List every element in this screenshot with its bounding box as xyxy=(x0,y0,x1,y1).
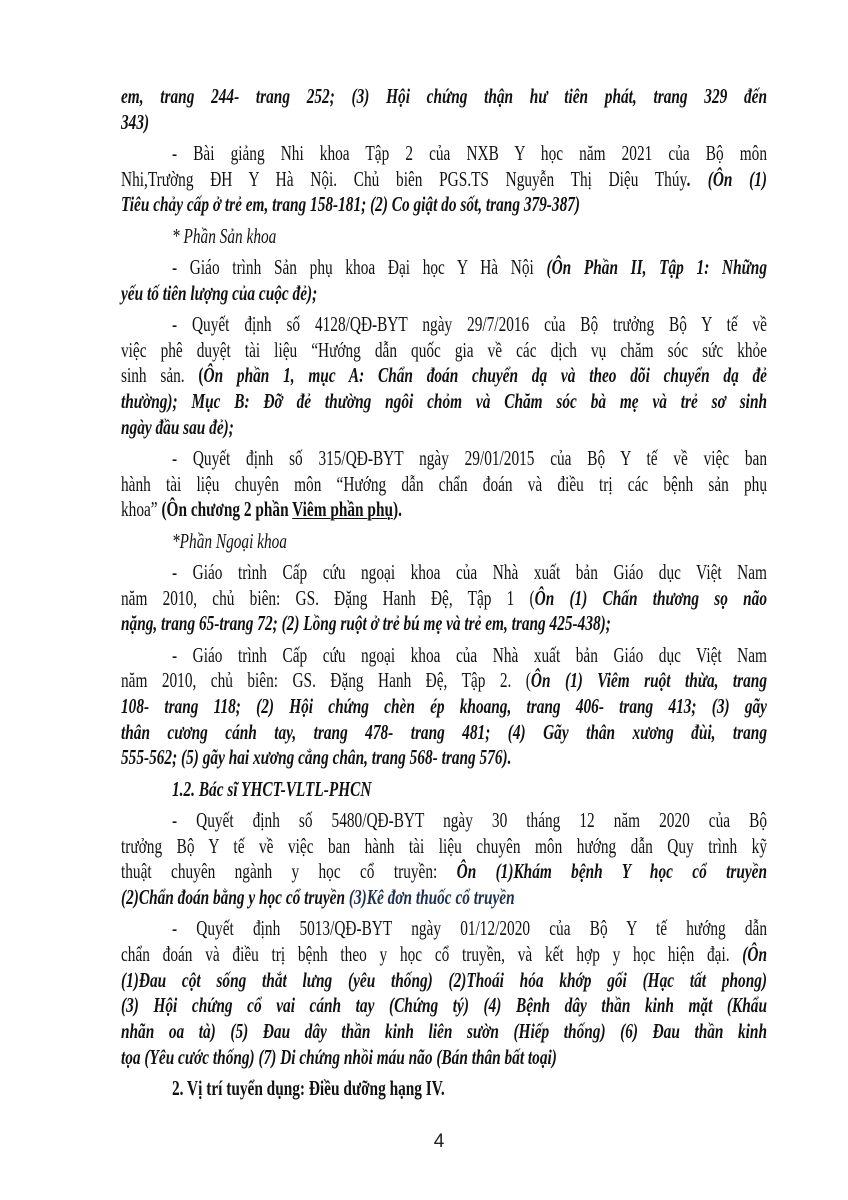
document-body xyxy=(121,84,767,1107)
paragraph-yhct-qd-5013 xyxy=(121,916,767,1070)
text-run: (Ôn Phần II, Tập 1: Những xyxy=(546,254,767,279)
text-run: việc phê duyệt tài liệu “Hướng dẫn quốc gia về các dịch vụ chăm sóc sức khỏe xyxy=(121,337,767,362)
paragraph-san-qd-315 xyxy=(121,446,767,523)
text-run: Ôn (1) Viêm ruột thừa, trang xyxy=(530,668,767,693)
text-run: ( xyxy=(198,363,204,388)
text-run: - Giáo trình Cấp cứu ngoại khoa của Nhà xuất bản Giáo dục Việt Nam xyxy=(171,559,767,584)
text-line xyxy=(121,777,767,803)
text-line xyxy=(121,942,767,968)
text-line xyxy=(121,497,767,523)
paragraph-yhct-qd-5480 xyxy=(121,808,767,911)
text-line xyxy=(121,446,767,472)
text-run: ). xyxy=(393,497,402,522)
text-run: nặng, trang 65-trang 72; (2) Lồng ruột ở trẻ bú mẹ và trẻ em, trang 425-438); xyxy=(121,611,611,636)
text-run: (3) Hội chứng cổ vai cánh tay (Chứng tý) (4) Bệnh dây thần kinh mặt (Khẩu xyxy=(121,993,767,1018)
text-run: Ôn phần 1, mục A: Chẩn đoán chuyển dạ và theo dõi chuyển dạ đẻ xyxy=(203,363,767,388)
text-line xyxy=(121,281,767,307)
text-line xyxy=(121,668,767,694)
paragraph-heading-san-khoa xyxy=(121,224,767,250)
paragraph-nhi-continuation xyxy=(121,84,767,135)
text-line xyxy=(121,363,767,389)
text-run: năm 2010, chủ biên: GS. Đặng Hanh Đệ, Tập 1 ( xyxy=(121,585,535,610)
text-line xyxy=(121,834,767,860)
paragraph-heading-ngoai-khoa xyxy=(121,529,767,555)
text-line xyxy=(121,312,767,338)
text-line xyxy=(121,885,767,911)
text-line xyxy=(121,192,767,218)
text-run: * Phần Sản khoa xyxy=(171,223,277,248)
text-line xyxy=(121,529,767,555)
text-run: 1.2. Bác sĩ YHCT-VLTL-PHCN xyxy=(171,776,372,801)
text-run: 2. Vị trí tuyển dụng: Điều dưỡng hạng IV. xyxy=(171,1075,445,1100)
text-line xyxy=(121,84,767,110)
page-number: 4 xyxy=(433,1131,445,1152)
text-run: (Ôn chương 2 phần xyxy=(161,497,293,522)
text-run: Nhi,Trường ĐH Y Hà Nội. Chủ biên PGS.TS Nguyễn Thị Diệu Thúy xyxy=(121,166,688,191)
text-line xyxy=(121,1019,767,1045)
paragraph-nhi-bai-giang xyxy=(121,141,767,218)
text-run: thường); Mục B: Đỡ đẻ thường ngôi chỏm và Chăm sóc bà mẹ và trẻ sơ sinh xyxy=(121,388,767,413)
text-line xyxy=(121,968,767,994)
text-line xyxy=(121,415,767,441)
text-run: 343) xyxy=(121,109,150,134)
text-run: hành tài liệu chuyên môn “Hướng dẫn chẩn đoán và điều trị các bệnh sản phụ xyxy=(121,471,767,496)
paragraph-ngoai-tap-2 xyxy=(121,643,767,771)
text-run: khoa” xyxy=(121,497,162,522)
text-run: - Quyết định số 315/QĐ-BYT ngày 29/01/2015 của Bộ Y tế về việc ban xyxy=(171,445,767,470)
text-line xyxy=(121,916,767,942)
text-run: Ôn (1) Chấn thương sọ não xyxy=(534,585,767,610)
paragraph-ngoai-tap-1 xyxy=(121,560,767,637)
text-run: nhãn oa tà) (5) Đau dây thần kinh liên sườn (Hiếp thống) (6) Đau thần kinh xyxy=(121,1018,767,1043)
text-line xyxy=(121,745,767,771)
text-line xyxy=(121,1045,767,1071)
text-line xyxy=(121,472,767,498)
text-line xyxy=(121,643,767,669)
text-run: 555-562; (5) gãy hai xương cẳng chân, trang 568- trang 576). xyxy=(121,745,512,770)
text-line xyxy=(121,720,767,746)
text-run: sinh sản. xyxy=(121,363,199,388)
text-run: (2)Chẩn đoán bằng y học cổ truyền xyxy=(121,884,349,909)
text-run: . (Ôn (1) xyxy=(687,166,767,191)
text-line xyxy=(121,586,767,612)
text-line xyxy=(121,389,767,415)
text-run: Ôn (1)Khám bệnh Y học cổ truyền xyxy=(456,859,767,884)
text-run: 108- trang 118; (2) Hội chứng chèn ép khoang, trang 406- trang 413; (3) gãy xyxy=(121,693,767,718)
text-run: thuật chuyên ngành y học cổ truyền: xyxy=(121,859,457,884)
text-line xyxy=(121,167,767,193)
paragraph-heading-2 xyxy=(121,1076,767,1102)
text-line xyxy=(121,255,767,281)
text-run: - Giáo trình Sản phụ khoa Đại học Y Hà Nội xyxy=(171,254,547,279)
text-line xyxy=(121,110,767,136)
text-line xyxy=(121,224,767,250)
text-run: (Ôn xyxy=(742,941,767,966)
text-line xyxy=(121,993,767,1019)
text-run: *Phần Ngoại khoa xyxy=(171,528,287,553)
text-run: em, trang 244- trang 252; (3) Hội chứng thận hư tiên phát, trang 329 đến xyxy=(121,84,767,108)
text-line xyxy=(121,694,767,720)
text-run: - Giáo trình Cấp cứu ngoại khoa của Nhà xuất bản Giáo dục Việt Nam xyxy=(171,642,767,667)
text-line xyxy=(121,338,767,364)
text-run: trưởng Bộ Y tế về việc ban hành tài liệu chuyên môn hướng dẫn Quy trình kỹ xyxy=(121,833,767,858)
text-run: - Quyết định số 5480/QĐ-BYT ngày 30 tháng 12 năm 2020 của Bộ xyxy=(171,807,767,832)
text-run: tọa (Yêu cước thống) (7) Di chứng nhồi máu não (Bán thân bất toại) xyxy=(121,1044,557,1069)
text-run: ngày đầu sau đẻ); xyxy=(121,414,234,439)
text-run: thân cương cánh tay, trang 478- trang 481; (4) Gãy thân xương đùi, trang xyxy=(121,719,767,744)
text-line xyxy=(121,560,767,586)
text-line xyxy=(121,808,767,834)
text-run: chẩn đoán và điều trị bệnh theo y học cổ truyền, và kết hợp y học hiện đại. xyxy=(121,941,743,966)
paragraph-heading-1-2 xyxy=(121,777,767,803)
text-line xyxy=(121,859,767,885)
text-line xyxy=(121,1076,767,1102)
paragraph-san-giao-trinh xyxy=(121,255,767,306)
paragraph-san-qd-4128 xyxy=(121,312,767,440)
text-run: - Quyết định số 4128/QĐ-BYT ngày 29/7/2016 của Bộ trưởng Bộ Y tế về xyxy=(171,311,767,336)
text-run: năm 2010, chủ biên: GS. Đặng Hanh Đệ, Tập 2. ( xyxy=(121,668,531,693)
text-line xyxy=(121,141,767,167)
text-line xyxy=(121,611,767,637)
text-run: Tiêu chảy cấp ở trẻ em, trang 158-181; (2) Co giật do sốt, trang 379-387) xyxy=(121,192,581,217)
text-run: (1)Đau cột sống thắt lưng (yêu thống) (2)Thoái hóa khớp gối (Hạc tất phong) xyxy=(121,967,767,992)
text-run: - Quyết định 5013/QĐ-BYT ngày 01/12/2020 của Bộ Y tế hướng dẫn xyxy=(171,916,767,941)
text-run: yếu tố tiên lượng của cuộc đẻ); xyxy=(121,280,318,305)
text-run: - Bài giảng Nhi khoa Tập 2 của NXB Y học năm 2021 của Bộ môn xyxy=(171,140,767,165)
text-run: Viêm phần phụ xyxy=(292,497,394,522)
text-run: (3)Kê đơn thuốc cổ truyền xyxy=(348,884,515,909)
